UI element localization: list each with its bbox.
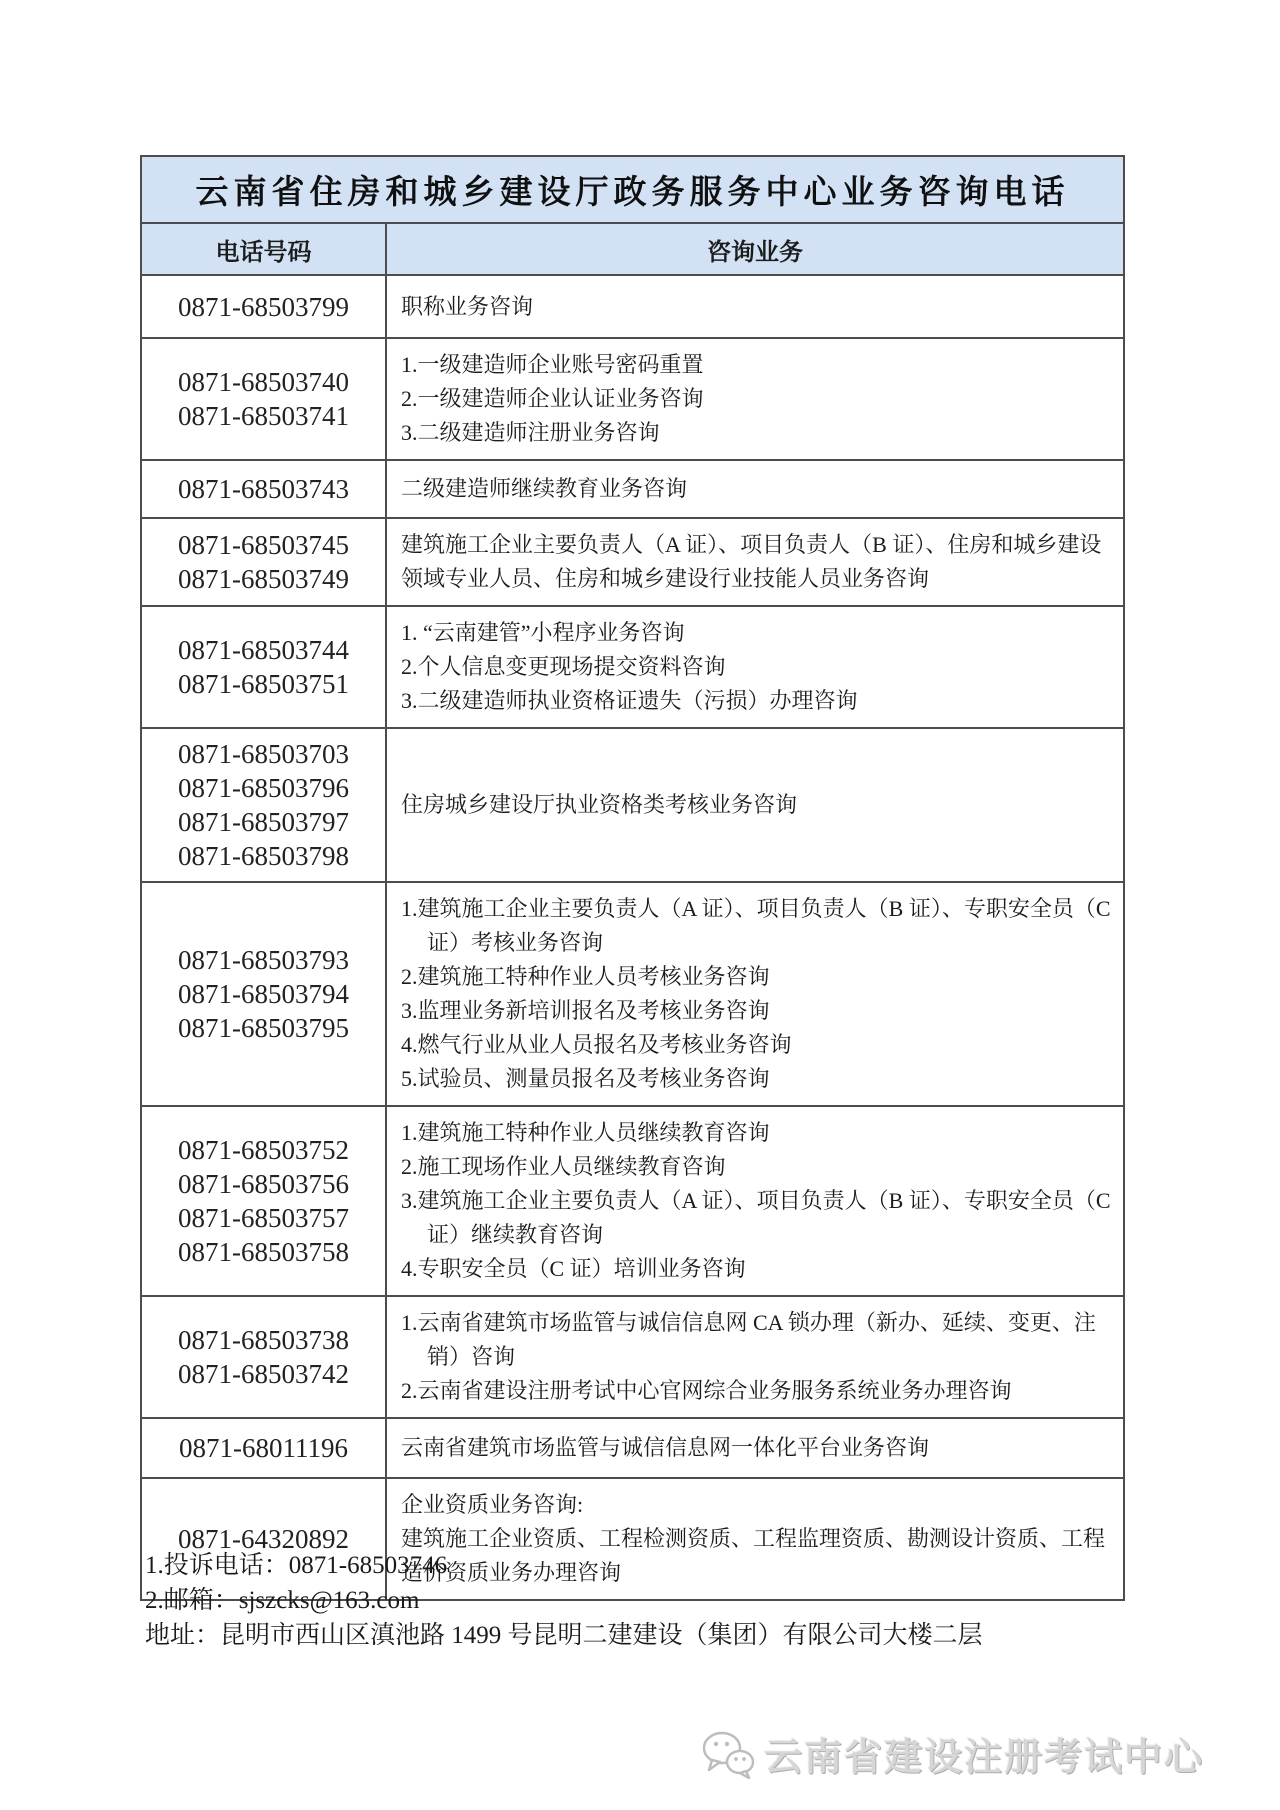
phone-number: 0871-68503751 [178,669,349,699]
service-cell [387,883,1123,1105]
phone-cell [142,729,387,881]
service-item: 3.二级建造师执业资格证遗失（污损）办理咨询 [401,688,858,713]
service-item: 二级建造师继续教育业务咨询 [401,476,688,501]
service-item: 5.试验员、测量员报名及考核业务咨询 [401,1066,770,1091]
phone-cell [142,519,387,605]
table-title: 云南省住房和城乡建设厅政务服务中心业务咨询电话 [142,157,1123,224]
service-item: 1.建筑施工特种作业人员继续教育咨询 [401,1120,770,1145]
table-row [142,1419,1123,1479]
phone-cell [142,339,387,459]
service-cell [387,276,1123,337]
phone-number: 0871-68503742 [178,1359,349,1389]
wechat-icon [700,1729,756,1779]
service-item: 2.个人信息变更现场提交资料咨询 [401,654,726,679]
header-phone-column: 电话号码 [142,224,387,274]
service-item: 职称业务咨询 [401,293,534,319]
phone-number: 0871-68503749 [178,564,349,594]
service-item: 2.施工现场作业人员继续教育咨询 [401,1154,726,1179]
service-cell [387,1107,1123,1295]
table-header [142,224,1123,276]
phone-cell [142,461,387,517]
service-item: 1. “云南建管”小程序业务咨询 [401,620,685,645]
phone-cell [142,1107,387,1295]
table-row [142,1297,1123,1419]
service-item: 云南省建筑市场监管与诚信信息网一体化平台业务咨询 [401,1435,930,1460]
service-item: 3.二级建造师注册业务咨询 [401,420,660,445]
phone-number: 0871-68503744 [178,635,349,665]
service-cell [387,1419,1123,1477]
service-cell [387,519,1123,605]
service-item: 4.专职安全员（C 证）培训业务咨询 [401,1256,746,1281]
service-cell [387,339,1123,459]
service-item: 2.一级建造师企业认证业务咨询 [401,386,704,411]
table-row [142,607,1123,729]
phone-cell [142,1297,387,1417]
service-item: 企业资质业务咨询: [401,1492,584,1517]
service-item: 2.云南省建设注册考试中心官网综合业务服务系统业务办理咨询 [401,1378,1012,1403]
complaint-phone-note: 1.投诉电话：0871-68503746 [145,1552,448,1579]
phone-number: 0871-68503793 [178,945,349,975]
table-row [142,729,1123,883]
watermark [700,1726,1204,1781]
phone-cell [142,607,387,727]
phone-number: 0871-68503757 [178,1203,349,1233]
phone-number: 0871-68503740 [178,367,349,397]
header-service-column: 咨询业务 [707,239,803,266]
phone-number: 0871-68503796 [178,773,349,803]
phone-number: 0871-68503741 [178,401,349,431]
service-cell [387,607,1123,727]
phone-number: 0871-68503798 [178,841,349,871]
phone-number: 0871-68503799 [178,291,349,322]
service-item: 2.建筑施工特种作业人员考核业务咨询 [401,964,770,989]
service-cell [387,729,1123,881]
table-body [142,276,1123,1599]
service-item: 1.云南省建筑市场监管与诚信信息网 CA 锁办理（新办、延续、变更、注销）咨询 [401,1310,1096,1369]
phone-number: 0871-68503743 [178,474,349,504]
service-item: 1.建筑施工企业主要负责人（A 证）、项目负责人（B 证）、专职安全员（C 证）考核业务咨询 [401,896,1111,955]
phone-cell [142,276,387,337]
table-row [142,883,1123,1107]
address-note: 地址：昆明市西山区滇池路 1499 号昆明二建建设（集团）有限公司大楼二层 [145,1622,983,1649]
phone-number: 0871-68503797 [178,807,349,837]
table-row [142,1107,1123,1297]
phone-number: 0871-68503752 [178,1135,349,1165]
phone-cell [142,1419,387,1477]
service-item: 3.建筑施工企业主要负责人（A 证）、项目负责人（B 证）、专职安全员（C 证）继续教育咨询 [401,1188,1111,1247]
phone-number: 0871-68503703 [178,739,349,769]
table-row [142,339,1123,461]
service-cell [387,1297,1123,1417]
service-item: 3.监理业务新培训报名及考核业务咨询 [401,998,770,1023]
phone-number: 0871-68503758 [178,1237,349,1267]
table-row [142,276,1123,339]
watermark-label: 云南省建设注册考试中心 [764,1737,1205,1779]
table-row [142,519,1123,607]
service-item: 住房城乡建设厅执业资格类考核业务咨询 [401,792,798,817]
phone-number: 0871-68503738 [178,1325,349,1355]
service-item: 4.燃气行业从业人员报名及考核业务咨询 [401,1032,792,1057]
service-item: 建筑施工企业资质、工程检测资质、工程监理资质、勘测设计资质、工程造价资质业务办理咨询 [401,1526,1106,1585]
service-item: 建筑施工企业主要负责人（A 证）、项目负责人（B 证）、住房和城乡建设领域专业人员、住房和城乡建设行业技能人员业务咨询 [401,532,1102,591]
phone-number: 0871-64320892 [178,1524,349,1554]
phone-number: 0871-68503794 [178,979,349,1009]
phone-number: 0871-68503795 [178,1013,349,1043]
phone-table [140,155,1125,1601]
table-row [142,461,1123,519]
phone-number: 0871-68503756 [178,1169,349,1199]
phone-number: 0871-68011196 [179,1433,348,1463]
footer-notes [145,1548,1145,1653]
phone-number: 0871-68503745 [178,530,349,560]
email-note: 2.邮箱：sjszcks@163.com [145,1587,420,1614]
service-cell [387,461,1123,517]
service-item: 1.一级建造师企业账号密码重置 [401,352,704,377]
phone-cell [142,883,387,1105]
